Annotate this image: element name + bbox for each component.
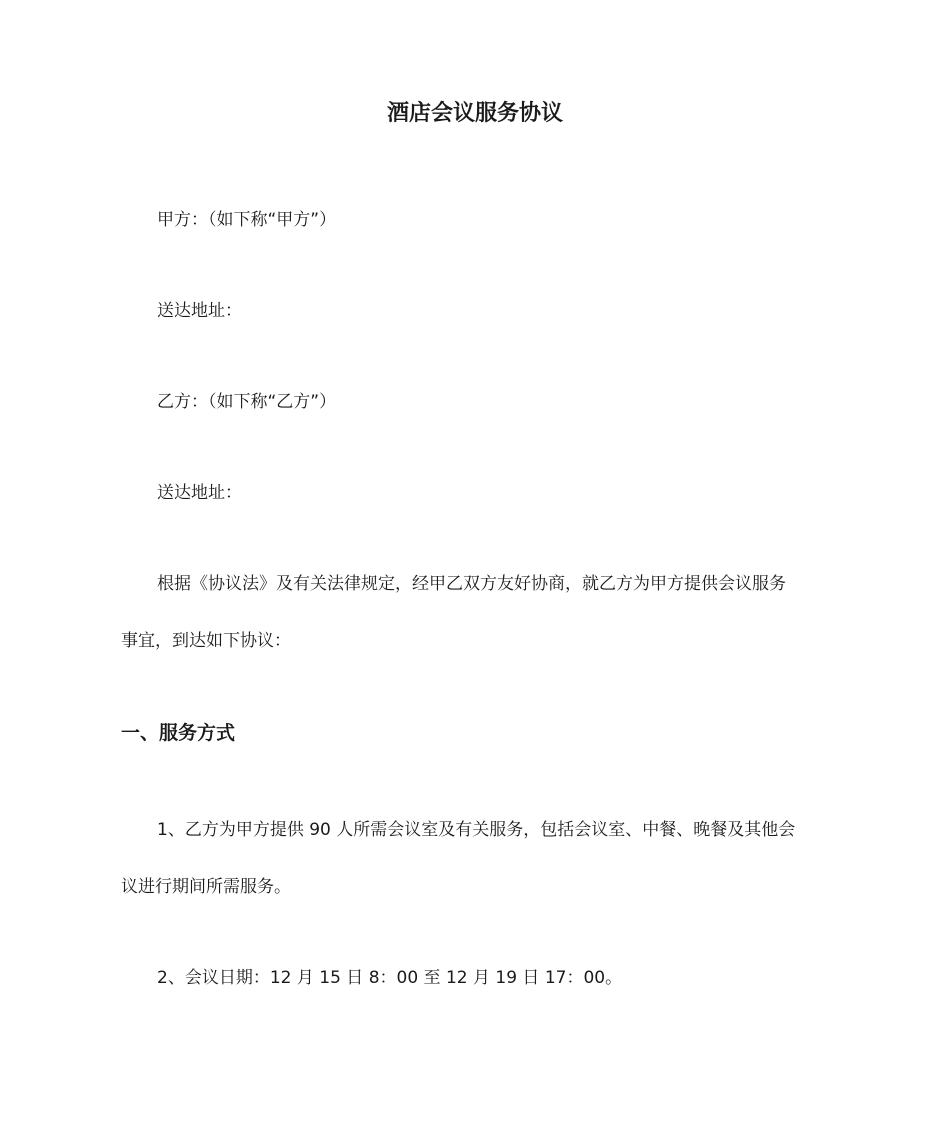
party-a-address-line: 送达地址： — [157, 301, 242, 321]
preamble-line-2: 事宜，到达如下协议： — [121, 631, 291, 651]
party-a-line: 甲方：（如下称“甲方”） — [157, 210, 337, 230]
clause-1-line-1: 1、乙方为甲方提供 90 人所需会议室及有关服务，包括会议室、中餐、晚餐及其他会 — [157, 820, 796, 840]
party-b-line: 乙方：（如下称“乙方”） — [157, 392, 337, 412]
section-1-heading: 一、服务方式 — [121, 722, 236, 744]
clause-1-line-2: 议进行期间所需服务。 — [121, 877, 291, 897]
clause-2-line: 2、会议日期：12 月 15 日 8：00 至 12 月 19 日 17：00。 — [157, 968, 623, 988]
preamble-line-1: 根据《协议法》及有关法律规定，经甲乙双方友好协商，就乙方为甲方提供会议服务 — [157, 574, 786, 594]
party-b-address-line: 送达地址： — [157, 483, 242, 503]
document-title: 酒店会议服务协议 — [386, 101, 563, 126]
